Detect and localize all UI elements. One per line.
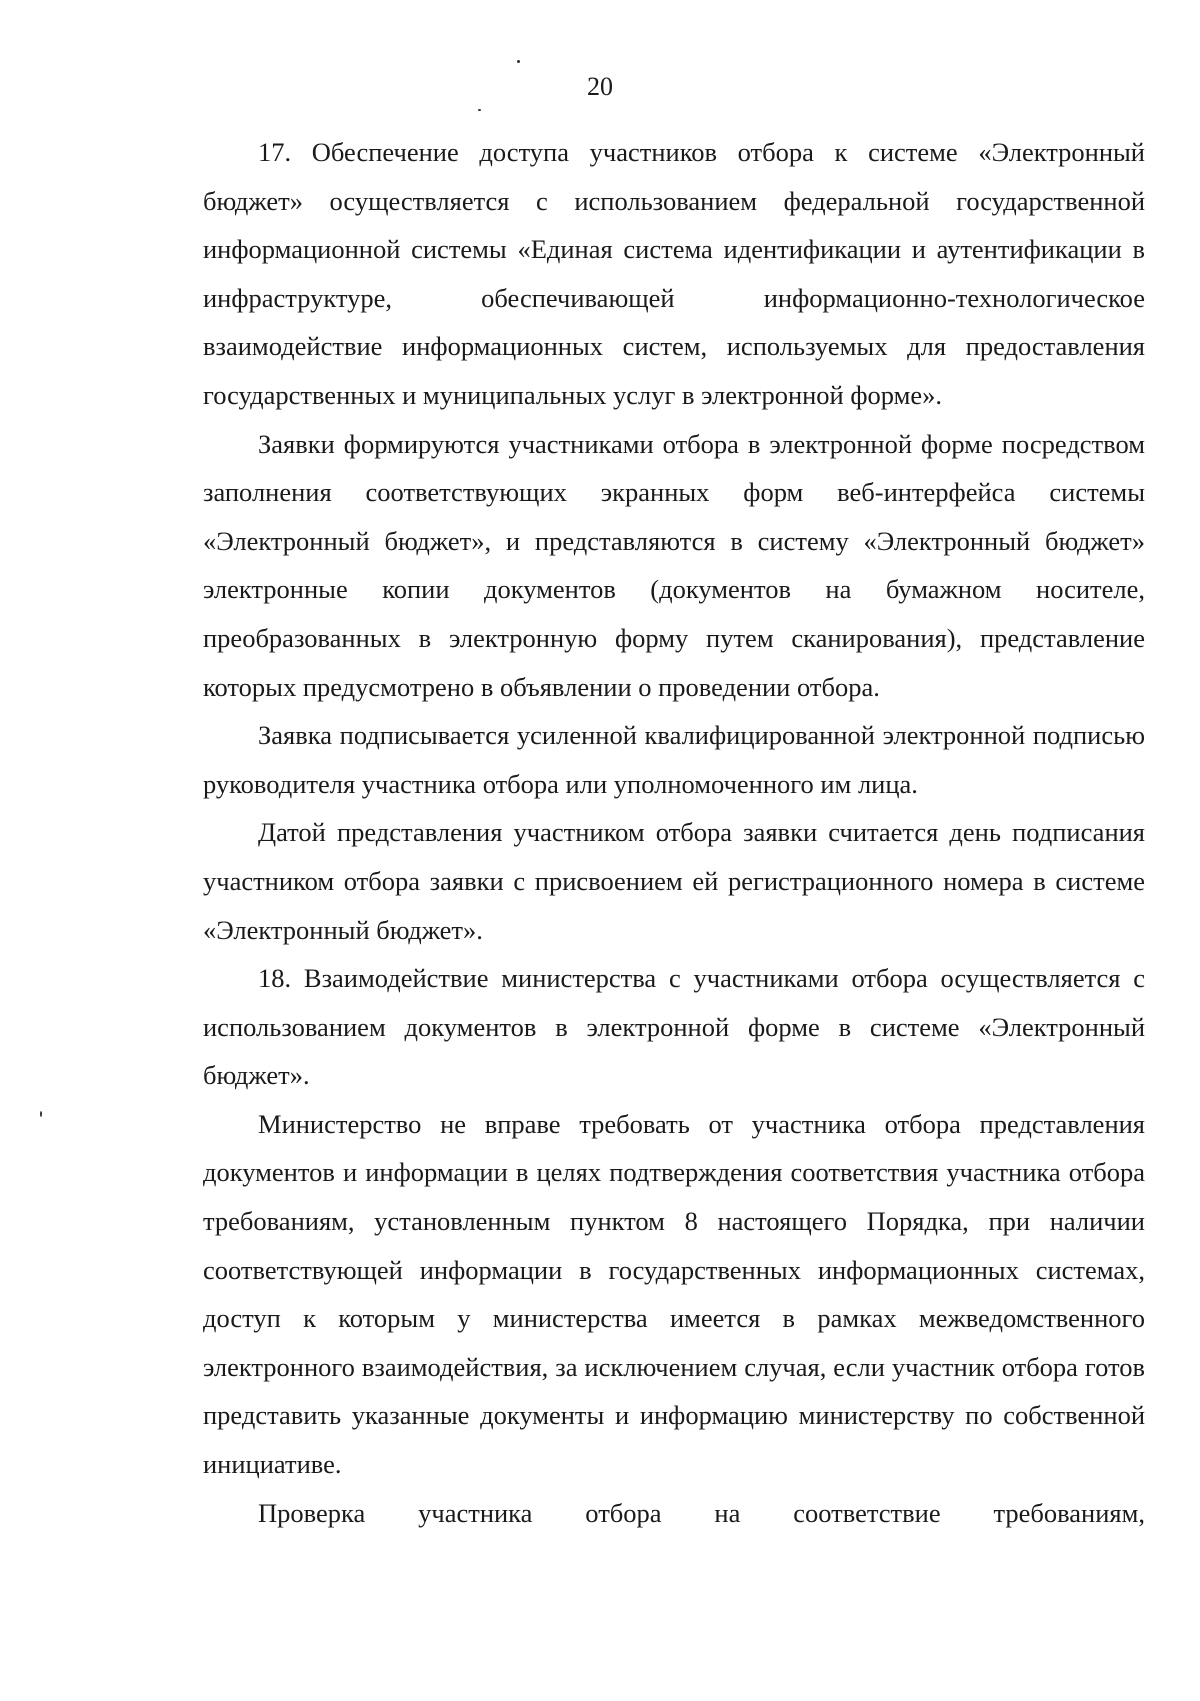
paragraph-18: 18. Взаимодействие министерства с участниками отбора осуществляется с использованием документов в электронной форме в системе «Электронный бюджет». xyxy=(203,963,1145,1091)
paragraph-verification: Проверка участника отбора на соответствие требованиям, xyxy=(258,1497,1145,1528)
document-body xyxy=(203,128,1145,1537)
paragraph-application-signed: Заявка подписывается усиленной квалифицированной электронной подписью руководителя участника отбора или уполномоченного им лица. xyxy=(203,720,1145,799)
paragraph-submission-date: Датой представления участником отбора заявки считается день подписания участником отбора заявки с присвоением ей регистрационного номера в системе «Электронный бюджет». xyxy=(203,817,1145,945)
scan-speck xyxy=(40,1111,42,1117)
paragraph-ministry-restrictions: Министерство не вправе требовать от участника отбора представления документов и информации в целях подтверждения соответствия участника отбора требованиям, установленным пунктом 8 настоящего Порядка, при наличии соответствующей информации в государственных информационных системах, доступ к которым у министерства имеется в рамках межведомственного электронного взаимодействия, за исключением случая, если участник отбора готов представить указанные документы и информацию министерству по собственной инициативе. xyxy=(203,1108,1145,1480)
page-number: 20 xyxy=(587,72,613,101)
paragraph-applications-formed: Заявки формируются участниками отбора в электронной форме посредством заполнения соответствующих экранных форм веб-интерфейса системы «Электронный бюджет», и представляются в систему «Электронный бюджет» электронные копии документов (документов на бумажном носителе, преобразованных в электронную форму путем сканирования), представление которых предусмотрено в объявлении о проведении отбора. xyxy=(203,428,1145,702)
scan-speck xyxy=(517,60,520,63)
scan-speck xyxy=(478,109,481,111)
paragraph-17: 17. Обеспечение доступа участников отбора к системе «Электронный бюджет» осуществляется с использованием федеральной государственной информационной системы «Единая система идентификации и аутентификации в инфраструктуре, обеспечивающей информационно-технологическое взаимодействие информационных систем, используемых для предоставления государственных и муниципальных услуг в электронной форме». xyxy=(203,137,1145,410)
